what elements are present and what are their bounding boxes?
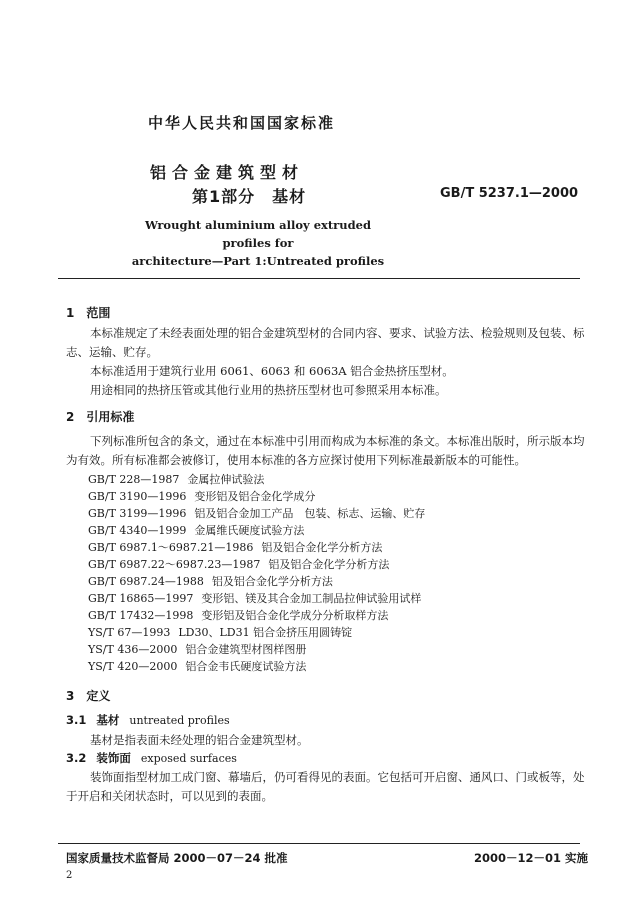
- document-title-en: [128, 216, 388, 270]
- reference-code: GB/T 17432—1998: [88, 609, 194, 622]
- definition-term-cn: 装饰面: [96, 751, 131, 765]
- reference-item: [88, 641, 306, 657]
- footer-divider: [58, 843, 580, 844]
- reference-code: YS/T 420—2000: [88, 660, 178, 673]
- reference-item: [88, 471, 264, 487]
- reference-item: [88, 624, 352, 640]
- reference-item: [88, 539, 382, 555]
- reference-code: GB/T 4340—1999: [88, 524, 187, 537]
- reference-code: GB/T 228—1987: [88, 473, 180, 486]
- reference-code: YS/T 67—1993: [88, 626, 171, 639]
- reference-title: 金属拉伸试验法: [187, 473, 265, 486]
- reference-title: 铝及铝合金加工产品 包装、标志、运输、贮存: [194, 507, 426, 520]
- reference-item: [88, 522, 304, 538]
- definition-term-en: untreated profiles: [129, 714, 230, 727]
- reference-code: GB/T 3190—1996: [88, 490, 187, 503]
- section-2-heading: 2 引用标准: [66, 410, 135, 424]
- approval-line: 国家质量技术监督局 2000－07－24 批准: [66, 851, 288, 865]
- reference-item: [88, 573, 333, 589]
- reference-code: YS/T 436—2000: [88, 643, 178, 656]
- title-en-line1: Wrought aluminium alloy extruded profiles for: [144, 218, 372, 250]
- title-en-line2: architecture—Part 1:Untreated profiles: [131, 254, 385, 268]
- section-1-paragraph-3: 用途相同的热挤压管或其他行业用的热挤压型材也可参照采用本标准。: [90, 383, 447, 397]
- definition-term-cn: 基材: [96, 713, 120, 727]
- reference-title: 金属维氏硬度试验方法: [194, 524, 305, 537]
- reference-title: LD30、LD31 铝合金挤压用圆铸锭: [178, 626, 353, 639]
- reference-title: 变形铝及铝合金化学成分: [194, 490, 316, 503]
- section-2-paragraph-1: 下列标准所包含的条文，通过在本标准中引用而构成为本标准的条文。本标准出版时，所示版本均为有效。所有标准都会被修订，使用本标准的各方应探讨使用下列标准最新版本的可能性。: [66, 434, 585, 467]
- definition-term-en: exposed surfaces: [140, 752, 237, 765]
- reference-title: 铝合金建筑型材图样图册: [185, 643, 307, 656]
- reference-title: 变形铝、镁及其合金加工制品拉伸试验用试样: [201, 592, 422, 605]
- reference-code: GB/T 6987.1～6987.21—1986: [88, 541, 254, 554]
- reference-code: GB/T 16865—1997: [88, 592, 194, 605]
- reference-code: GB/T 3199—1996: [88, 507, 187, 520]
- reference-item: [88, 658, 306, 674]
- section-3-heading: 3 定义: [66, 689, 111, 703]
- page-number: 2: [66, 870, 73, 881]
- definition-3-2-heading: [66, 750, 237, 766]
- reference-item: [88, 590, 421, 606]
- section-1-heading: 1 范围: [66, 306, 111, 320]
- reference-code: GB/T 6987.22～6987.23—1987: [88, 558, 261, 571]
- section-1-paragraph-1: 本标准规定了未经表面处理的铝合金建筑型材的合同内容、要求、试验方法、检验规则及包装、标志、运输、贮存。: [66, 326, 585, 359]
- document-title-cn: 铝合金建筑型材: [150, 163, 305, 182]
- reference-title: 铝及铝合金化学分析方法: [261, 541, 383, 554]
- section-1-paragraph-2: 本标准适用于建筑行业用 6061、6063 和 6063A 铝合金热挤压型材。: [90, 364, 454, 378]
- document-subtitle-cn: 第1部分 基材: [192, 187, 307, 206]
- definition-3-1-text: 基材是指表面未经处理的铝合金建筑型材。: [90, 733, 309, 747]
- reference-item: [88, 488, 315, 504]
- reference-title: 变形铝及铝合金化学成分分析取样方法: [201, 609, 389, 622]
- reference-title: 铝合金韦氏硬度试验方法: [185, 660, 307, 673]
- definition-number: 3.1: [66, 713, 87, 727]
- reference-item: [88, 505, 425, 521]
- reference-item: [88, 556, 389, 572]
- implementation-date: 2000－12－01 实施: [474, 851, 589, 865]
- reference-title: 铝及铝合金化学分析方法: [211, 575, 333, 588]
- header-divider: [58, 278, 580, 279]
- definition-3-2-text: 装饰面指型材加工成门窗、幕墙后，仍可看得见的表面。它包括可开启窗、通风口、门或板等，处于开启和关闭状态时，可以见到的表面。: [66, 770, 585, 803]
- standard-number: GB/T 5237.1—2000: [440, 186, 579, 201]
- national-standard-heading: 中华人民共和国国家标准: [148, 114, 336, 132]
- reference-item: [88, 607, 388, 623]
- reference-code: GB/T 6987.24—1988: [88, 575, 204, 588]
- definition-number: 3.2: [66, 751, 87, 765]
- definition-3-1-heading: [66, 712, 230, 728]
- reference-title: 铝及铝合金化学分析方法: [268, 558, 390, 571]
